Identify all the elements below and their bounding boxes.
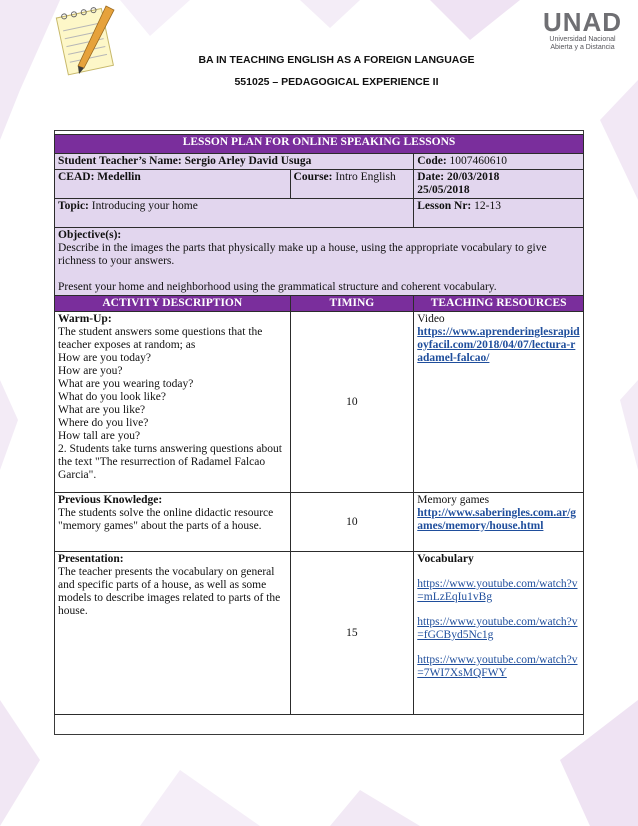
activity-cell: [55, 493, 291, 552]
topic-label: Topic:: [58, 200, 89, 212]
activity-line: What do you look like?: [58, 391, 166, 403]
resource-title: Video: [417, 313, 445, 325]
course-cell: [290, 170, 414, 199]
activity-title: Warm-Up:: [58, 313, 112, 325]
lesson-number-value: 12-13: [474, 200, 501, 212]
date-value-2: 25/05/2018: [417, 184, 470, 196]
course-value: Intro English: [335, 171, 396, 183]
logo-subtitle-2: Abierta y a Distancia: [550, 44, 615, 51]
activity-line: 2. Students take turns answering questions about the text "The resurrection of Radamel Falcao Garcia".: [58, 443, 282, 481]
activity-line: The students solve the online didactic resource "memory games" about the parts of a house.: [58, 507, 274, 532]
notepad-pencil-icon: [54, 2, 122, 80]
activity-line: How are you today?: [58, 352, 151, 364]
cead-cell: [55, 170, 291, 199]
resources-cell: [414, 312, 584, 493]
activity-line: What are you like?: [58, 404, 146, 416]
activity-line: How are you?: [58, 365, 123, 377]
topic-cell: [55, 199, 414, 228]
activity-cell: [55, 312, 291, 493]
resource-link[interactable]: https://www.youtube.com/watch?v=mLzEqIu1vBg: [417, 578, 578, 603]
topic-value: Introducing your home: [91, 200, 198, 212]
code-cell: [414, 154, 584, 170]
code-label: Code:: [417, 155, 447, 167]
cead-value: Medellin: [97, 171, 141, 183]
cead-label: CEAD:: [58, 171, 95, 183]
activity-cell: [55, 552, 291, 715]
table-row: [55, 552, 584, 715]
lesson-plan-table: [54, 134, 584, 715]
activity-title: Presentation:: [58, 553, 124, 565]
course-code-title: 551025 – PEDAGOGICAL EXPERIENCE II: [234, 76, 439, 88]
resource-link[interactable]: https://www.aprenderinglesrapidoyfacil.com/2018/04/07/lectura-radamel-falcao/: [417, 326, 580, 364]
logo-subtitle-1: Universidad Nacional: [549, 36, 616, 43]
resource-link[interactable]: https://www.youtube.com/watch?v=fGCByd5Nc1g: [417, 616, 578, 641]
course-label: Course:: [293, 171, 333, 183]
code-value: 1007460610: [449, 155, 508, 167]
date-label: Date:: [417, 171, 445, 183]
lesson-number-label: Lesson Nr:: [417, 200, 472, 212]
column-header-timing: TIMING: [290, 296, 414, 312]
resources-cell: [414, 493, 584, 552]
table-row: [55, 312, 584, 493]
column-header-resources: TEACHING RESOURCES: [414, 296, 584, 312]
column-header-activity: ACTIVITY DESCRIPTION: [55, 296, 291, 312]
resource-title: Memory games: [417, 494, 490, 506]
resource-title: Vocabulary: [417, 553, 474, 565]
objective-2: Present your home and neighborhood using the grammatical structure and coherent vocabulary.: [58, 281, 497, 293]
objective-1: Describe in the images the parts that physically make up a house, using the appropriate vocabulary to give richness to your answers.: [58, 242, 547, 267]
student-name-label: Student Teacher’s Name:: [58, 155, 182, 167]
objectives-label: Objective(s):: [58, 229, 122, 241]
lesson-number-cell: [414, 199, 584, 228]
activity-line: How tall are you?: [58, 430, 141, 442]
activity-line: Where do you live?: [58, 417, 149, 429]
resource-link[interactable]: http://www.saberingles.com.ar/games/memory/house.html: [417, 507, 577, 532]
university-logo: [535, 8, 630, 68]
program-title: BA IN TEACHING ENGLISH AS A FOREIGN LANGUAGE: [198, 54, 475, 66]
student-name-cell: [55, 154, 414, 170]
activity-line: The teacher presents the vocabulary on general and specific parts of a house, as well as some models to describe images related to parts of the house.: [58, 566, 281, 617]
logo-wordmark: UNAD: [542, 7, 623, 37]
timing-cell: 10: [290, 493, 414, 552]
lesson-plan-title: LESSON PLAN FOR ONLINE SPEAKING LESSONS: [55, 135, 584, 154]
student-name-value: Sergio Arley David Usuga: [184, 155, 312, 167]
resources-cell: [414, 552, 584, 715]
activity-title: Previous Knowledge:: [58, 494, 163, 506]
resource-link[interactable]: https://www.youtube.com/watch?v=7WI7XsMQFWY: [417, 654, 578, 679]
activity-line: The student answers some questions that the teacher exposes at random; as: [58, 326, 263, 351]
objectives-cell: [55, 228, 584, 296]
date-cell: [414, 170, 584, 199]
activity-line: What are you wearing today?: [58, 378, 194, 390]
table-row: [55, 493, 584, 552]
timing-cell: 15: [290, 552, 414, 715]
timing-cell: 10: [290, 312, 414, 493]
course-header: [195, 46, 478, 96]
date-value-1: 20/03/2018: [446, 171, 500, 183]
